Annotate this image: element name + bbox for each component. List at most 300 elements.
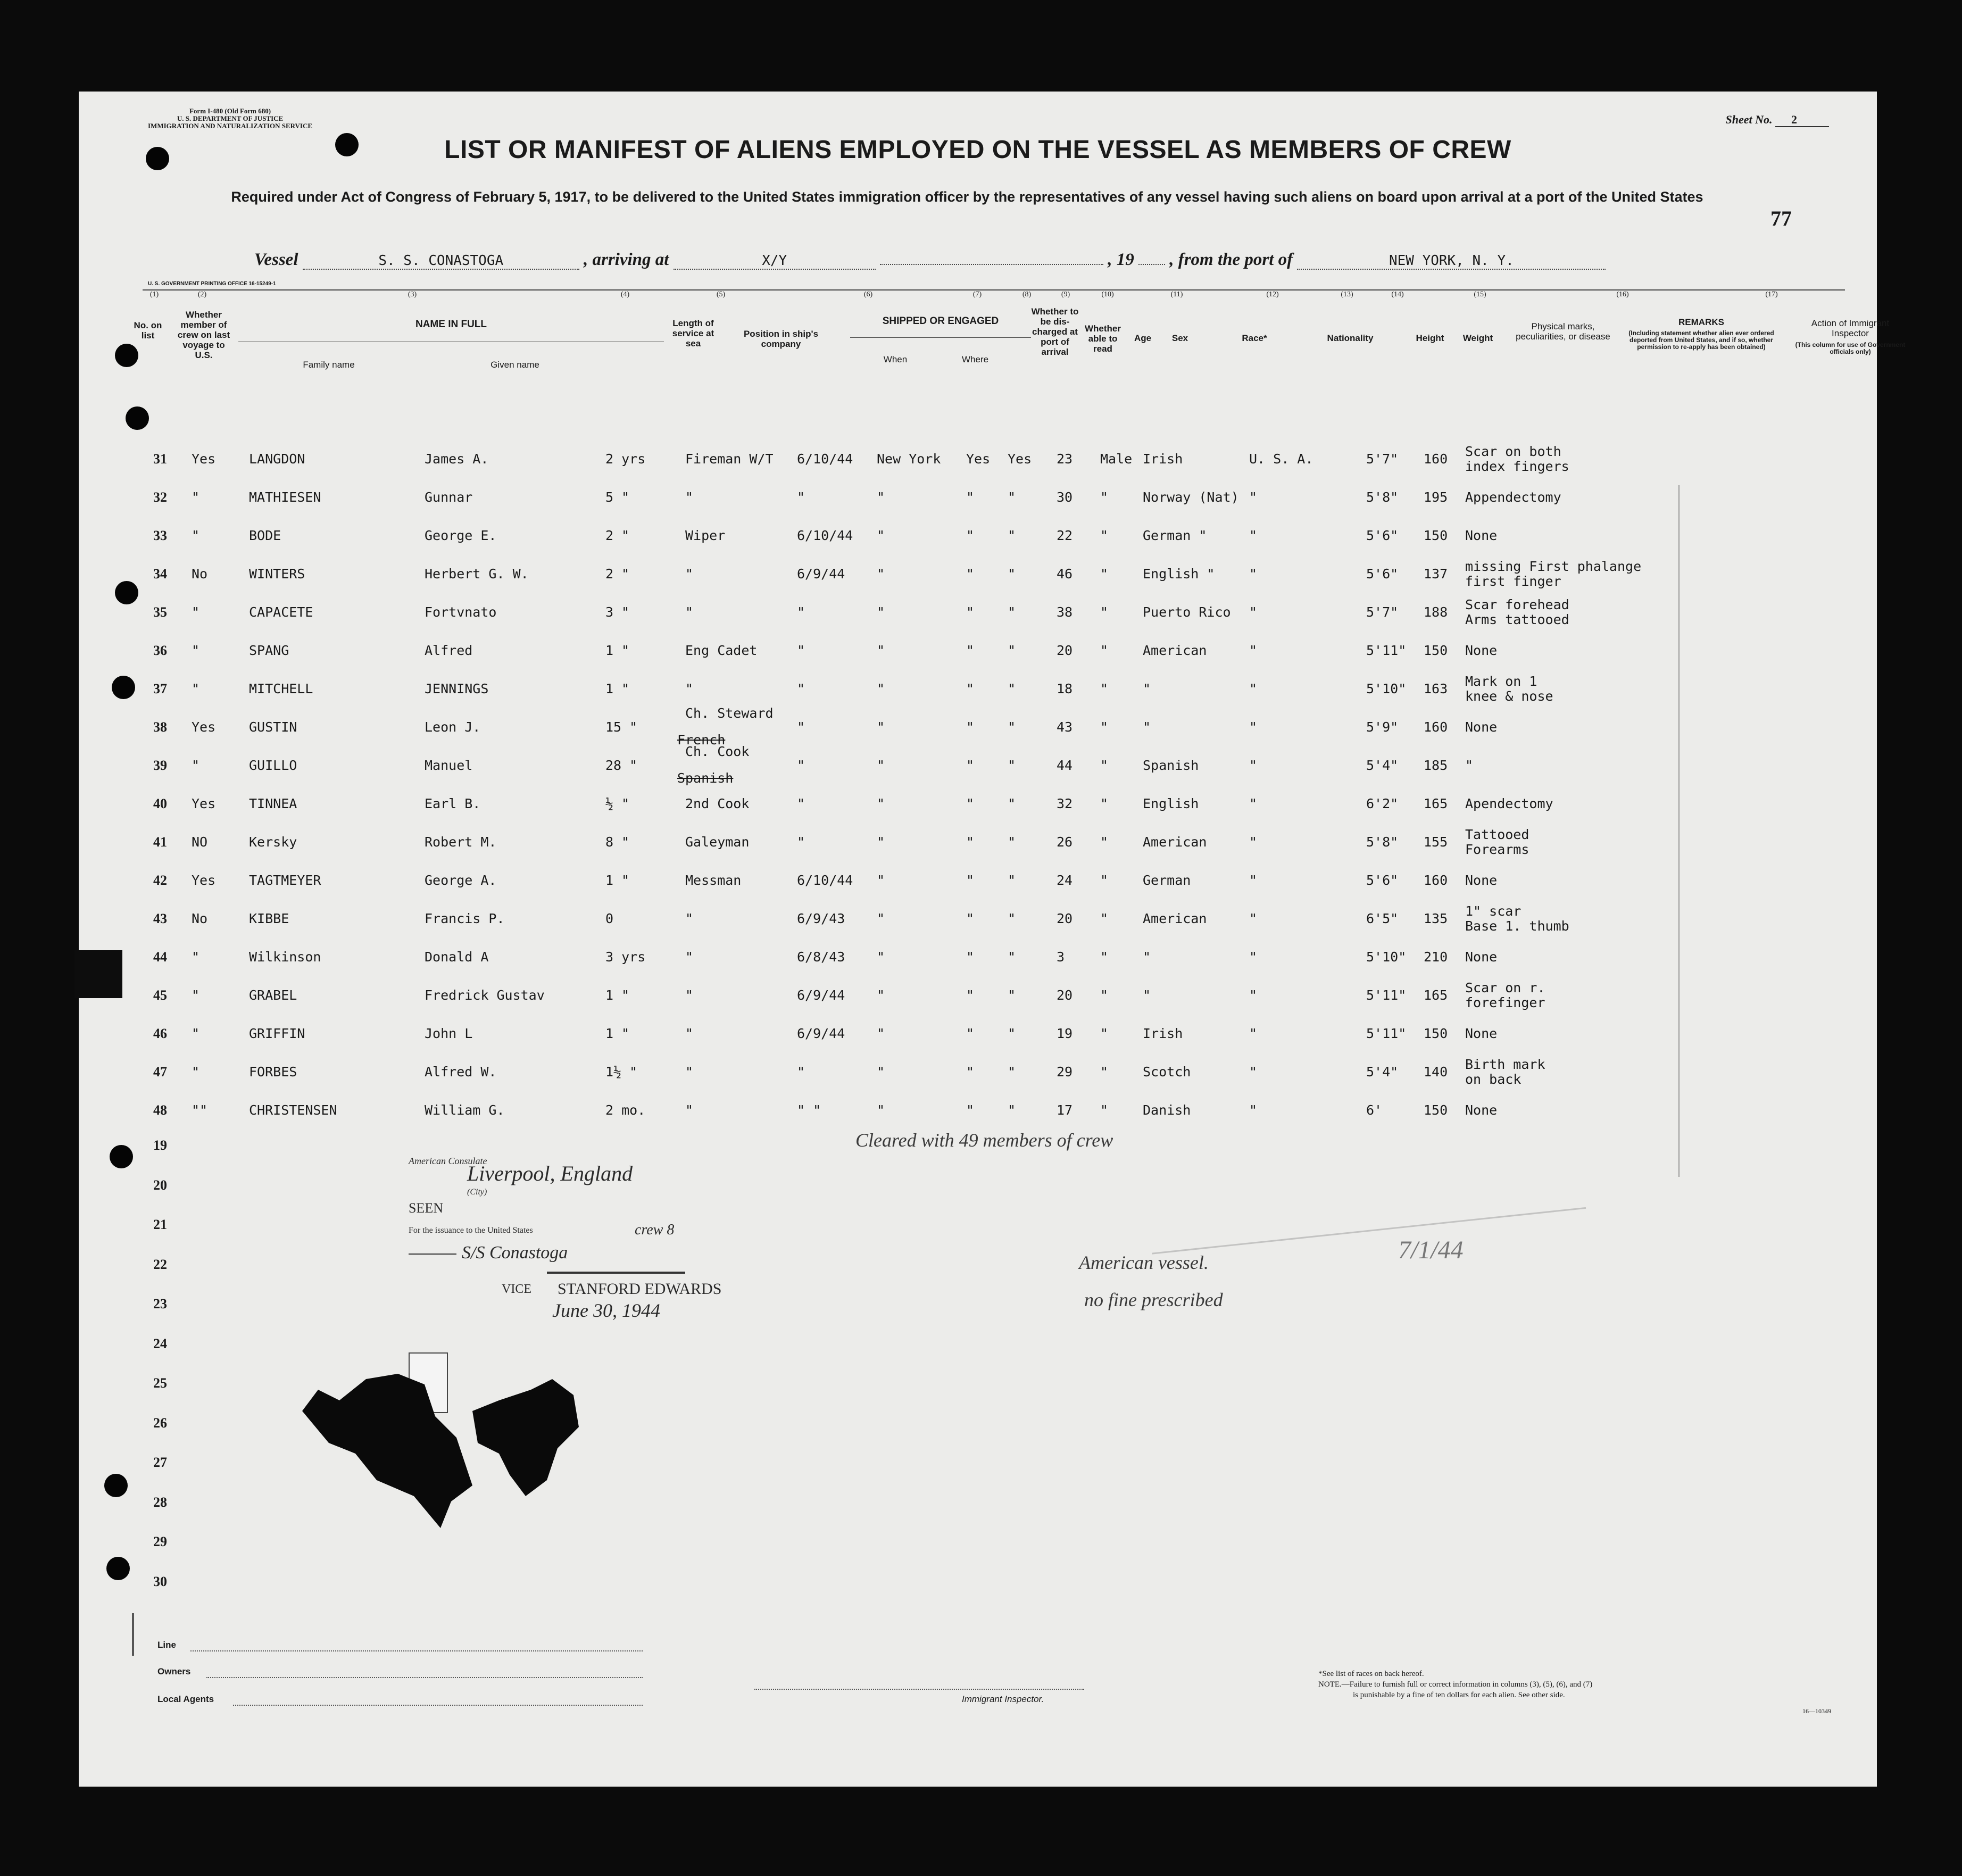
discharged-cell: " — [966, 489, 975, 505]
row-number: 47 — [153, 1064, 167, 1080]
age-cell: 23 — [1057, 451, 1073, 467]
member-of-crew-cell: " — [192, 489, 200, 505]
race-cell: " — [1143, 719, 1151, 735]
shipped-when-cell: " — [797, 796, 805, 811]
shipped-when-cell: 6/8/43 — [797, 949, 845, 965]
header-remarks-note: (Including statement whether alien ever ordered deported from United States, and if so, whether permission to re-apply has been obtained) — [1628, 329, 1774, 351]
height-cell: 5'6" — [1366, 873, 1399, 888]
age-cell: 20 — [1057, 643, 1073, 658]
header-action-note: (This column for use of Government officials only) — [1795, 341, 1906, 355]
weight-cell: 135 — [1424, 911, 1448, 926]
height-cell: 6'2" — [1366, 796, 1399, 811]
weight-cell: 163 — [1424, 681, 1448, 696]
given-name-cell: Francis P. — [425, 911, 505, 926]
position-cell: Galeyman — [685, 834, 750, 850]
sheet-number-value: 2 — [1775, 113, 1829, 127]
family-name-cell: LANGDON — [249, 451, 305, 467]
shipped-where-cell: " — [877, 949, 885, 965]
sex-cell: " — [1100, 758, 1109, 773]
able-to-read-cell: " — [1008, 758, 1016, 773]
member-of-crew-cell: " — [192, 949, 200, 965]
able-to-read-cell: " — [1008, 1064, 1016, 1080]
age-cell: 44 — [1057, 758, 1073, 773]
shipped-when-cell: 6/9/44 — [797, 987, 845, 1003]
stamp-for-line: For the issuance to the United States — [409, 1226, 533, 1235]
height-cell: 5'11" — [1366, 643, 1407, 658]
header-age: Age — [1134, 333, 1152, 343]
row-number: 35 — [153, 604, 167, 620]
position-cell: " — [685, 911, 694, 926]
family-name-cell: CHRISTENSEN — [249, 1102, 337, 1118]
position-cell: 2nd Cook — [685, 796, 750, 811]
discharged-cell: " — [966, 949, 975, 965]
member-of-crew-cell: " — [192, 758, 200, 773]
weight-cell: 150 — [1424, 643, 1448, 658]
sex-cell: " — [1100, 1026, 1109, 1041]
year-blank — [1138, 264, 1165, 265]
empty-row-number: 30 — [153, 1573, 167, 1589]
weight-cell: 150 — [1424, 1102, 1448, 1118]
sex-cell: " — [1100, 643, 1109, 658]
shipped-where-cell: " — [877, 796, 885, 811]
punch-hole-icon — [335, 133, 359, 156]
header-member-last-voyage: Whether member of crew on last voyage to U.S. — [177, 310, 230, 360]
vessel-name: S. S. CONASTOGA — [303, 253, 579, 270]
sheet-number-label: Sheet No. — [1725, 113, 1773, 126]
race-cell: " — [1143, 681, 1151, 696]
column-number: (1) — [149, 290, 159, 298]
race-cell: German — [1143, 873, 1191, 888]
physical-marks-cell: Apendectomy — [1465, 796, 1553, 811]
shipped-when-cell: 6/10/44 — [797, 873, 853, 888]
empty-row-number: 26 — [153, 1415, 167, 1431]
column-number: (7) — [972, 290, 982, 298]
shipped-where-cell: " — [877, 1064, 885, 1080]
service-length-cell: 2 " — [605, 528, 630, 543]
physical-marks-cell: Scar on both — [1465, 444, 1561, 459]
service-length-cell: ½ " — [605, 796, 630, 811]
given-name-cell: Herbert G. W. — [425, 566, 529, 582]
family-name-cell: GRABEL — [249, 987, 297, 1003]
member-of-crew-cell: No — [192, 911, 208, 926]
arriving-label: , arriving at — [584, 250, 669, 269]
position-cell: " — [685, 1026, 694, 1041]
height-cell: 5'8" — [1366, 489, 1399, 505]
column-number: (15) — [1474, 290, 1486, 298]
empty-row-number: 21 — [153, 1217, 167, 1232]
family-name-cell: MATHIESEN — [249, 489, 321, 505]
age-cell: 3 — [1057, 949, 1065, 965]
physical-marks-cell: Scar forehead — [1465, 597, 1569, 612]
shipped-divider — [850, 337, 1031, 338]
able-to-read-cell: " — [1008, 987, 1016, 1003]
age-cell: 29 — [1057, 1064, 1073, 1080]
shipped-where-cell: " — [877, 604, 885, 620]
from-label: , from the port of — [1169, 250, 1293, 269]
height-cell: 5'10" — [1366, 681, 1407, 696]
physical-marks-cell-line2: index fingers — [1465, 459, 1569, 474]
form-number: Form I-480 (Old Form 680) — [189, 107, 271, 115]
able-to-read-cell: Yes — [1008, 451, 1032, 467]
shipped-when-cell: 6/9/44 — [797, 566, 845, 582]
header-position: Position in ship's company — [743, 329, 819, 349]
nationality-cell: " — [1249, 1102, 1258, 1118]
family-name-cell: TAGTMEYER — [249, 873, 321, 888]
given-name-cell: Alfred W. — [425, 1064, 497, 1080]
shipped-where-cell: " — [877, 873, 885, 888]
height-cell: 5'7" — [1366, 604, 1399, 620]
discharged-cell: " — [966, 719, 975, 735]
race-cell: English " — [1143, 566, 1215, 582]
given-name-cell: JENNINGS — [425, 681, 489, 696]
header-remarks: REMARKS — [1678, 317, 1724, 327]
punch-hole-icon — [115, 581, 138, 604]
height-cell: 5'6" — [1366, 566, 1399, 582]
family-name-cell: SPANG — [249, 643, 289, 658]
given-name-cell: Earl B. — [425, 796, 481, 811]
sex-cell: " — [1100, 796, 1109, 811]
position-cell: Ch. Steward — [685, 705, 774, 721]
physical-marks-cell: None — [1465, 873, 1498, 888]
able-to-read-cell: " — [1008, 528, 1016, 543]
member-of-crew-cell: Yes — [192, 451, 216, 467]
height-cell: 5'10" — [1366, 949, 1407, 965]
nationality-cell: " — [1249, 719, 1258, 735]
family-name-cell: TINNEA — [249, 796, 297, 811]
position-cell: " — [685, 949, 694, 965]
position-cell: " — [685, 604, 694, 620]
manifest-sheet — [79, 92, 1906, 1787]
header-rule — [143, 289, 1845, 290]
punch-hole-icon — [110, 1145, 133, 1168]
shipped-where-cell: " — [877, 758, 885, 773]
sex-cell: " — [1100, 911, 1109, 926]
shipped-when-cell: " — [797, 643, 805, 658]
empty-row-number: 24 — [153, 1335, 167, 1351]
family-name-cell: MITCHELL — [249, 681, 313, 696]
position-cell: Ch. Cook — [685, 744, 750, 759]
service-length-cell: 28 " — [605, 758, 638, 773]
race-cell: American — [1143, 834, 1207, 850]
shipped-where-cell: " — [877, 643, 885, 658]
service-length-cell: 2 yrs — [605, 451, 646, 467]
member-of-crew-cell: Yes — [192, 873, 216, 888]
punch-hole-icon — [126, 406, 149, 430]
discharged-cell: " — [966, 643, 975, 658]
column-number: (6) — [863, 290, 873, 298]
column-number: (14) — [1391, 290, 1404, 298]
nationality-cell: " — [1249, 489, 1258, 505]
arrival-date-blank — [880, 264, 1103, 265]
row-number: 38 — [153, 719, 167, 735]
member-of-crew-cell: " — [192, 528, 200, 543]
given-name-cell: Gunnar — [425, 489, 473, 505]
row-number: 42 — [153, 873, 167, 888]
family-name-cell: WINTERS — [249, 566, 305, 582]
footer-inspector: Immigrant Inspector. — [962, 1694, 1044, 1704]
nationality-cell: " — [1249, 528, 1258, 543]
handwritten-american-vessel: American vessel. — [1079, 1252, 1209, 1273]
column-number: (11) — [1170, 290, 1183, 298]
member-of-crew-cell: " — [192, 681, 200, 696]
physical-marks-cell: Birth mark — [1465, 1057, 1545, 1072]
column-number: (17) — [1765, 290, 1778, 298]
physical-marks-cell-line2: knee & nose — [1465, 688, 1553, 704]
punch-hole-icon — [146, 147, 169, 170]
given-name-cell: Fortvnato — [425, 604, 497, 620]
nationality-cell: " — [1249, 681, 1258, 696]
shipped-where-cell: " — [877, 719, 885, 735]
family-name-cell: Kersky — [249, 834, 297, 850]
shipped-when-cell: " — [797, 1064, 805, 1080]
shipped-when-cell: " — [797, 604, 805, 620]
row-number: 34 — [153, 566, 167, 582]
header-no-on-list: No. on list — [134, 320, 162, 341]
given-name-cell: George E. — [425, 528, 497, 543]
member-of-crew-cell: NO — [192, 834, 208, 850]
height-cell: 5'11" — [1366, 987, 1407, 1003]
nationality-cell: " — [1249, 834, 1258, 850]
family-name-cell: GUILLO — [249, 758, 297, 773]
physical-marks-cell: Scar on r. — [1465, 980, 1545, 995]
discharged-cell: " — [966, 987, 975, 1003]
shipped-where-cell: New York — [877, 451, 941, 467]
discharged-cell: " — [966, 1026, 975, 1041]
able-to-read-cell: " — [1008, 604, 1016, 620]
weight-cell: 210 — [1424, 949, 1448, 965]
family-name-cell: KIBBE — [249, 911, 289, 926]
empty-row-number: 27 — [153, 1455, 167, 1470]
physical-marks-cell-line2: Base 1. thumb — [1465, 918, 1569, 934]
member-of-crew-cell: No — [192, 566, 208, 582]
weight-cell: 160 — [1424, 873, 1448, 888]
footer-form-code: 16—10349 — [1802, 1707, 1831, 1715]
physical-marks-cell-line2: first finger — [1465, 574, 1561, 589]
discharged-cell: " — [966, 604, 975, 620]
inspector-signature-line — [754, 1689, 1084, 1690]
shipped-where-cell: " — [877, 528, 885, 543]
handwritten-no-fine: no fine prescribed — [1084, 1289, 1223, 1310]
row-number: 31 — [153, 451, 167, 467]
sex-cell: " — [1100, 604, 1109, 620]
age-cell: 20 — [1057, 987, 1073, 1003]
punch-hole-icon — [106, 1557, 130, 1580]
header-nationality: Nationality — [1327, 333, 1374, 343]
given-name-cell: James A. — [425, 451, 489, 467]
page-title: LIST OR MANIFEST OF ALIENS EMPLOYED ON THE VESSEL AS MEMBERS OF CREW — [444, 136, 1511, 164]
stamp-dash — [409, 1254, 456, 1255]
position-cell: " — [685, 1102, 694, 1118]
row-number: 41 — [153, 834, 167, 850]
service-length-cell: 1 " — [605, 681, 630, 696]
service-length-cell: 5 " — [605, 489, 630, 505]
able-to-read-cell: " — [1008, 949, 1016, 965]
signature-scribble — [547, 1272, 685, 1274]
physical-marks-cell: missing First phalange — [1465, 559, 1642, 574]
shipped-when-cell: " " — [797, 1102, 821, 1118]
race-cell: American — [1143, 643, 1207, 658]
position-cell: " — [685, 987, 694, 1003]
height-cell: 5'4" — [1366, 758, 1399, 773]
given-name-cell: John L — [425, 1026, 473, 1041]
physical-marks-cell: Appendectomy — [1465, 489, 1561, 505]
service-length-cell: 8 " — [605, 834, 630, 850]
given-name-cell: George A. — [425, 873, 497, 888]
weight-cell: 160 — [1424, 719, 1448, 735]
header-family-name: Family name — [303, 360, 355, 370]
age-cell: 38 — [1057, 604, 1073, 620]
discharged-cell: " — [966, 796, 975, 811]
service-length-cell: 1 " — [605, 643, 630, 658]
shipped-where-cell: " — [877, 566, 885, 582]
sheet-number — [1726, 113, 1830, 127]
row-number: 37 — [153, 681, 167, 696]
sex-cell: " — [1100, 949, 1109, 965]
race-cell: Irish — [1143, 1026, 1183, 1041]
torn-seal-icon — [297, 1368, 627, 1560]
shipped-where-cell: " — [877, 1026, 885, 1041]
sex-cell: " — [1100, 834, 1109, 850]
service-length-cell: 1 " — [605, 1026, 630, 1041]
sex-cell: " — [1100, 873, 1109, 888]
margin-mark — [132, 1613, 134, 1656]
race-cell: " — [1143, 987, 1151, 1003]
nationality-cell: " — [1249, 566, 1258, 582]
weight-cell: 155 — [1424, 834, 1448, 850]
member-of-crew-cell: Yes — [192, 796, 216, 811]
physical-marks-cell: 1" scar — [1465, 903, 1522, 919]
header-when: When — [883, 354, 908, 364]
position-cell: " — [685, 489, 694, 505]
age-cell: 32 — [1057, 796, 1073, 811]
service: IMMIGRATION AND NATURALIZATION SERVICE — [148, 122, 313, 130]
age-cell: 19 — [1057, 1026, 1073, 1041]
empty-row-number: 29 — [153, 1534, 167, 1549]
column-number: (5) — [716, 290, 726, 298]
sex-cell: " — [1100, 987, 1109, 1003]
discharged-cell: " — [966, 873, 975, 888]
weight-cell: 137 — [1424, 566, 1448, 582]
discharged-cell: " — [966, 1064, 975, 1080]
discharged-cell: " — [966, 834, 975, 850]
shipped-where-cell: " — [877, 1102, 885, 1118]
race-cell: Norway (Nat) — [1143, 489, 1239, 505]
empty-row-number: 20 — [153, 1177, 167, 1193]
nationality-cell: " — [1249, 911, 1258, 926]
shipped-when-cell: 6/10/44 — [797, 451, 853, 467]
given-name-cell: Donald A — [425, 949, 489, 965]
nationality-cell: U. S. A. — [1249, 451, 1313, 467]
year-label: , 19 — [1108, 250, 1134, 269]
footer-note-failure: NOTE.—Failure to furnish full or correct information in columns (3), (5), (6), and (7) — [1318, 1680, 1593, 1689]
header-given-name: Given name — [490, 360, 539, 370]
race-cell: American — [1143, 911, 1207, 926]
age-cell: 43 — [1057, 719, 1073, 735]
column-number: (2) — [197, 290, 207, 298]
column-number: (3) — [408, 290, 417, 298]
discharged-cell: " — [966, 528, 975, 543]
race-cell: English — [1143, 796, 1199, 811]
sex-cell: " — [1100, 528, 1109, 543]
shipped-where-cell: " — [877, 987, 885, 1003]
given-name-cell: Manuel — [425, 758, 473, 773]
able-to-read-cell: " — [1008, 1102, 1016, 1118]
able-to-read-cell: " — [1008, 681, 1016, 696]
sex-cell: " — [1100, 1064, 1109, 1080]
race-cell: Irish — [1143, 451, 1183, 467]
age-cell: 46 — [1057, 566, 1073, 582]
footer-agents-blank — [233, 1705, 643, 1706]
shipped-when-cell: 6/9/43 — [797, 911, 845, 926]
column-number: (13) — [1341, 290, 1353, 298]
handwritten-date: 7/1/44 — [1398, 1236, 1464, 1264]
shipped-when-cell: " — [797, 489, 805, 505]
shipped-when-cell: 6/10/44 — [797, 528, 853, 543]
race-cell: Scotch — [1143, 1064, 1191, 1080]
weight-cell: 165 — [1424, 796, 1448, 811]
column-number: (9) — [1061, 290, 1070, 298]
physical-marks-cell: None — [1465, 528, 1498, 543]
family-name-cell: GRIFFIN — [249, 1026, 305, 1041]
department: U. S. DEPARTMENT OF JUSTICE — [177, 114, 284, 122]
able-to-read-cell: " — [1008, 834, 1016, 850]
stamp-vice: VICE — [502, 1282, 531, 1296]
header-length-service: Length of service at sea — [672, 318, 714, 348]
weight-cell: 160 — [1424, 451, 1448, 467]
physical-marks-cell-line2: Arms tattooed — [1465, 612, 1569, 627]
member-of-crew-cell: " — [192, 643, 200, 658]
position-cell: " — [685, 1064, 694, 1080]
able-to-read-cell: " — [1008, 643, 1016, 658]
stamp-date: June 30, 1944 — [552, 1300, 660, 1321]
discharged-cell: " — [966, 681, 975, 696]
member-of-crew-cell: " — [192, 1064, 200, 1080]
nationality-cell: " — [1249, 949, 1258, 965]
position-cell: " — [685, 566, 694, 582]
nationality-cell: " — [1249, 758, 1258, 773]
nationality-cell: " — [1249, 873, 1258, 888]
stamp-city-caption: (City) — [467, 1188, 487, 1197]
sex-cell: " — [1100, 489, 1109, 505]
race-cell: Spanish — [1143, 758, 1199, 773]
service-length-cell: 2 " — [605, 566, 630, 582]
weight-cell: 150 — [1424, 528, 1448, 543]
footer-note-fine: is punishable by a fine of ten dollars for each alien. See other side. — [1353, 1691, 1565, 1699]
given-name-cell: William G. — [425, 1102, 505, 1118]
weight-cell: 140 — [1424, 1064, 1448, 1080]
nationality-cell: " — [1249, 1064, 1258, 1080]
service-length-cell: 0 — [605, 911, 614, 926]
position-cell: Eng Cadet — [685, 643, 758, 658]
age-cell: 17 — [1057, 1102, 1073, 1118]
punch-hole-icon — [104, 1474, 128, 1497]
column-number: (8) — [1022, 290, 1032, 298]
header-shipped: SHIPPED OR ENGAGED — [882, 316, 999, 327]
punch-hole-icon — [112, 676, 135, 699]
page-number: 77 — [1770, 206, 1792, 230]
physical-marks-cell: None — [1465, 719, 1498, 735]
sex-cell: " — [1100, 1102, 1109, 1118]
able-to-read-cell: " — [1008, 489, 1016, 505]
physical-marks-cell: None — [1465, 1026, 1498, 1041]
from-port: NEW YORK, N. Y. — [1297, 253, 1606, 270]
position-cell: Fireman W/T — [685, 451, 774, 467]
race-cell: Danish — [1143, 1102, 1191, 1118]
empty-row-number: 28 — [153, 1494, 167, 1510]
given-name-cell: Leon J. — [425, 719, 481, 735]
column-number: (16) — [1616, 290, 1629, 298]
gpo-imprint: U. S. GOVERNMENT PRINTING OFFICE 16-15249-1 — [148, 281, 276, 287]
